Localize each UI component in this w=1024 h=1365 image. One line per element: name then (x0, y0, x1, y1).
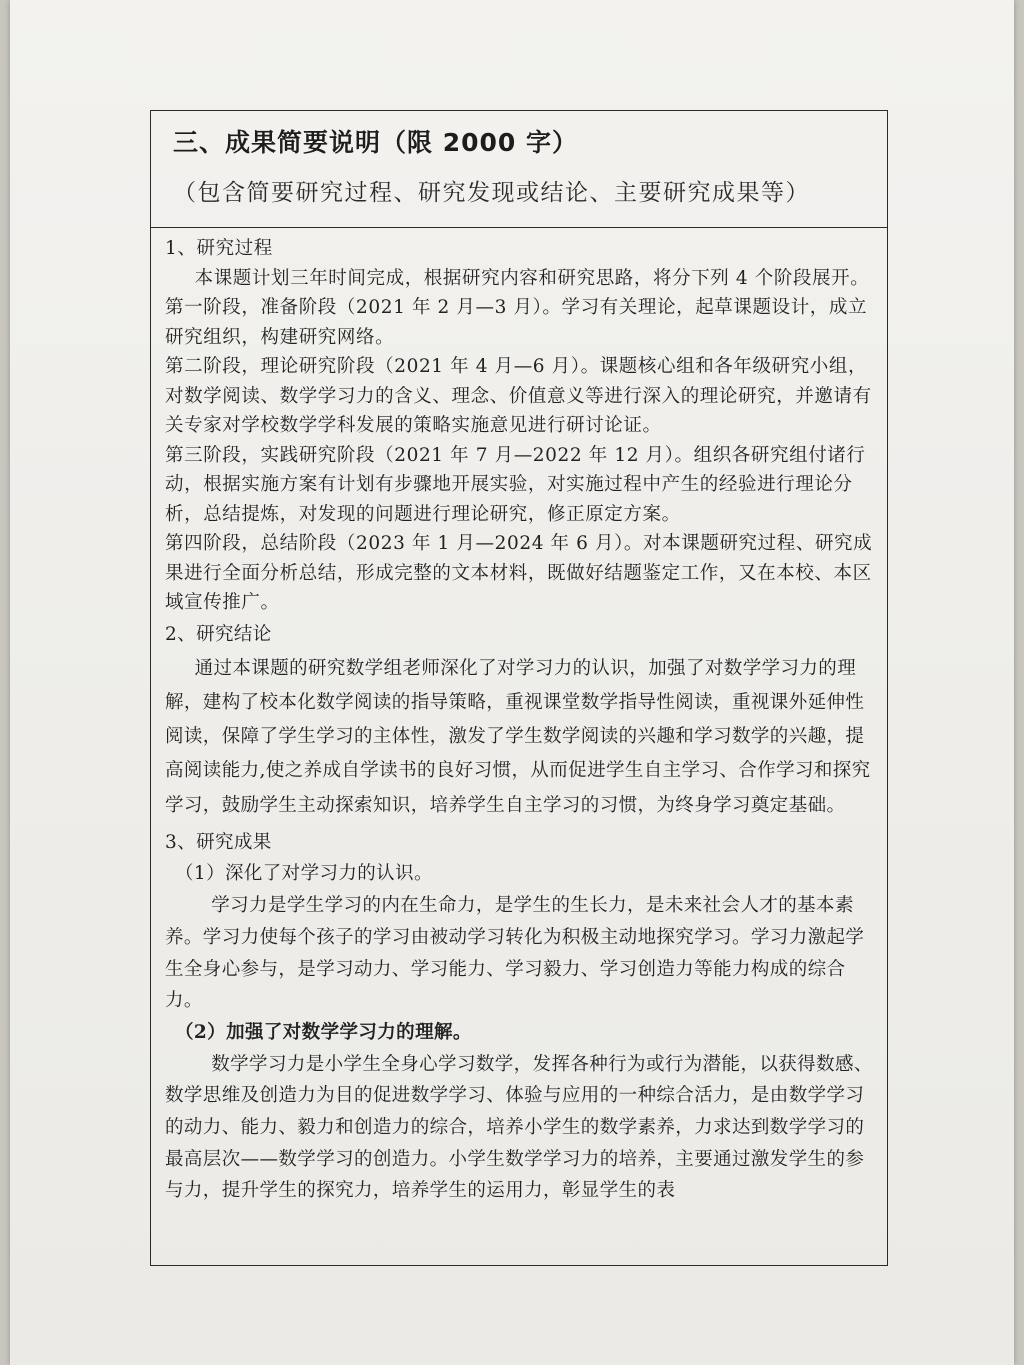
form-body-cell (151, 228, 887, 1207)
stage-4-paragraph: 第四阶段，总结阶段（2023 年 1 月—2024 年 6 月）。对本课题研究过程、研究成果进行全面分析总结，形成完整的文本材料，既做好结题鉴定工作，又在本校、本区域宣传推广。 (165, 533, 873, 613)
stage-3-paragraph: 第三阶段，实践研究阶段（2021 年 7 月—2022 年 12 月）。组织各研究组付诸行动，根据实施方案有计划有步骤地开展实验，对实施过程中产生的经验进行理论分析，总结提炼，对发现的问题进行理论研究，修正原定方案。 (165, 444, 866, 525)
result-2-text: 数学学习力是小学生全身心学习数学，发挥各种行为或行为潜能，以获得数感、数学思维及创造力为目的促进数学学习、体验与应用的一种综合活力，是由数学学习的动力、能力、毅力和创造力的综合，培养小学生的数学素养，力求达到数学学习的最高层次——数学学习的创造力。小学生数学学习力的培养，主要通过激发学生的参与力，提升学生的探究力，培养学生的运用力，彰显学生的表 (165, 1053, 873, 1202)
stage-2-paragraph: 第二阶段，理论研究阶段（2021 年 4 月—6 月）。课题核心组和各年级研究小组，对数学阅读、数学学习力的含义、理念、价值意义等进行深入的理论研究，并邀请有关专家对学校数学学科发展的策略实施意见进行研讨论证。 (165, 356, 872, 436)
form-header-cell (151, 111, 887, 228)
research-results-heading: 3、研究成果 (165, 831, 272, 853)
section-subtitle: （包含简要研究过程、研究发现或结论、主要研究成果等） (173, 180, 810, 206)
research-results-section (165, 827, 875, 1207)
form-table (150, 110, 888, 1266)
result-1-title: （1）深化了对学习力的认识。 (175, 863, 433, 885)
research-conclusion-text: 通过本课题的研究数学组老师深化了对学习力的认识，加强了对数学学习力的理解，建构了校本化数学阅读的指导策略，重视课堂数学指导性阅读，重视课外延伸性阅读，保障了学生学习的主体性，激发了学生数学阅读的兴趣和学习数学的兴趣，提高阅读能力,使之养成自学读书的良好习惯，从而促进学生自主学习、合作学习和探究学习，鼓励学生主动探索知识，培养学生自主学习的习惯，为终身学习奠定基础。 (165, 657, 871, 816)
research-conclusion-section (165, 618, 875, 823)
stage-1-paragraph: 第一阶段，准备阶段（2021 年 2 月—3 月）。学习有关理论，起草课题设计，成立研究组织，构建研究网络。 (165, 297, 868, 348)
research-conclusion-heading: 2、研究结论 (165, 623, 272, 645)
paper-sheet (10, 0, 1014, 1365)
research-process-intro: 本课题计划三年时间完成，根据研究内容和研究思路，将分下列 4 个阶段展开。 (194, 267, 870, 289)
result-2-title: （2）加强了对数学学习力的理解。 (175, 1021, 472, 1043)
section-title: 三、成果简要说明（限 2000 字） (173, 128, 578, 157)
research-process-section (165, 234, 875, 618)
result-1-text: 学习力是学生学习的内在生命力，是学生的生长力，是未来社会人才的基本素养。学习力使每个孩子的学习由被动学习转化为积极主动地探究学习。学习力激起学生全身心参与，是学习动力、学习能力、学习毅力、学习创造力等能力构成的综合力。 (165, 895, 865, 1012)
research-process-heading: 1、研究过程 (165, 238, 273, 259)
